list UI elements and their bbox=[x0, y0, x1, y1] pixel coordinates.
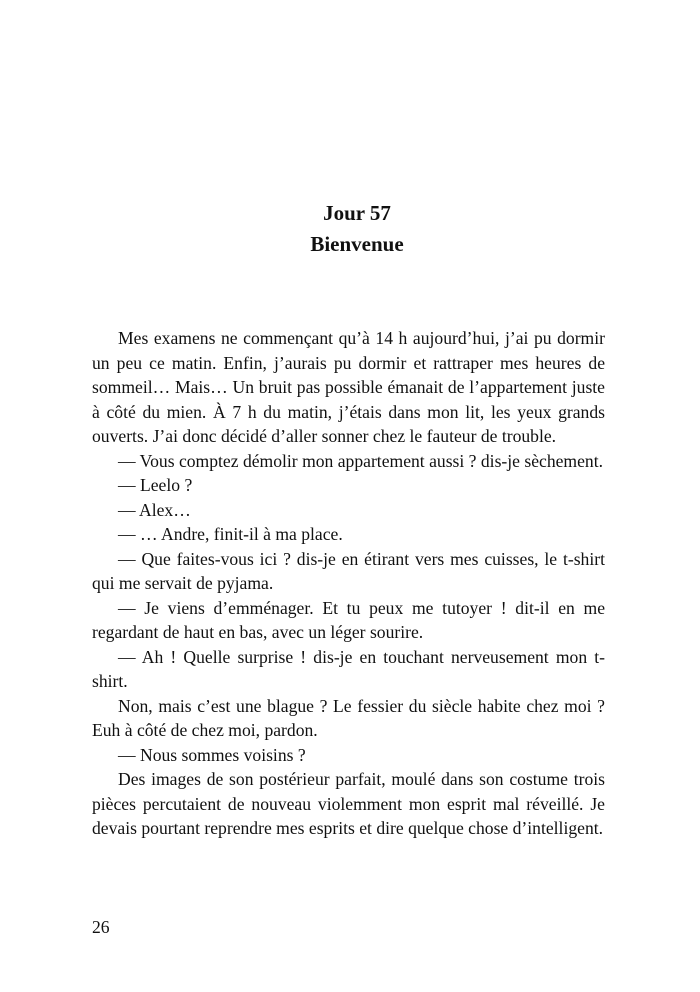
body-text bbox=[92, 326, 605, 841]
chapter-number: Jour 57 bbox=[323, 201, 391, 225]
paragraph: — … Andre, finit-il à ma place. bbox=[118, 524, 343, 544]
chapter-title: Bienvenue bbox=[310, 232, 404, 256]
paragraph: — Vous comptez démolir mon appartement aussi ? dis-je sèchement. bbox=[118, 450, 604, 471]
paragraph: Non, mais c’est une blague ? Le fessier du siècle habite chez moi ? Euh à côté de chez moi, pardon. bbox=[92, 695, 605, 740]
paragraph: — Ah ! Quelle surprise ! dis-je en touchant nerveusement mon t-shirt. bbox=[92, 646, 605, 691]
paragraph: Mes examens ne commençant qu’à 14 h aujourd’hui, j’ai pu dormir un peu ce matin. Enfin, j’aurais pu dormir et rattraper mes heures de sommeil… Mais… Un bruit pas possible émanait de l’appartement juste à côté du mien. À 7 h du matin, j’étais dans mon lit, les yeux grands ouverts. J’ai donc décidé d’aller sonner chez le fauteur de trouble. bbox=[92, 328, 605, 446]
page-number: 26 bbox=[92, 917, 110, 937]
paragraph: — Nous sommes voisins ? bbox=[118, 744, 306, 765]
paragraph: Des images de son postérieur parfait, moulé dans son costume trois pièces percutaient de nouveau violemment mon esprit mal réveillé. Je devais pourtant reprendre mes esprits et dire quelque chose d’intelligent. bbox=[92, 769, 605, 838]
paragraph: — Leelo ? bbox=[118, 475, 193, 495]
paragraph: — Que faites-vous ici ? dis-je en étirant vers mes cuisses, le t-shirt qui me servait de pyjama. bbox=[92, 548, 605, 593]
paragraph: — Je viens d’emménager. Et tu peux me tutoyer ! dit-il en me regardant de haut en bas, avec un léger sourire. bbox=[92, 597, 605, 642]
chapter-heading bbox=[0, 198, 700, 260]
paragraph: — Alex… bbox=[118, 499, 191, 520]
